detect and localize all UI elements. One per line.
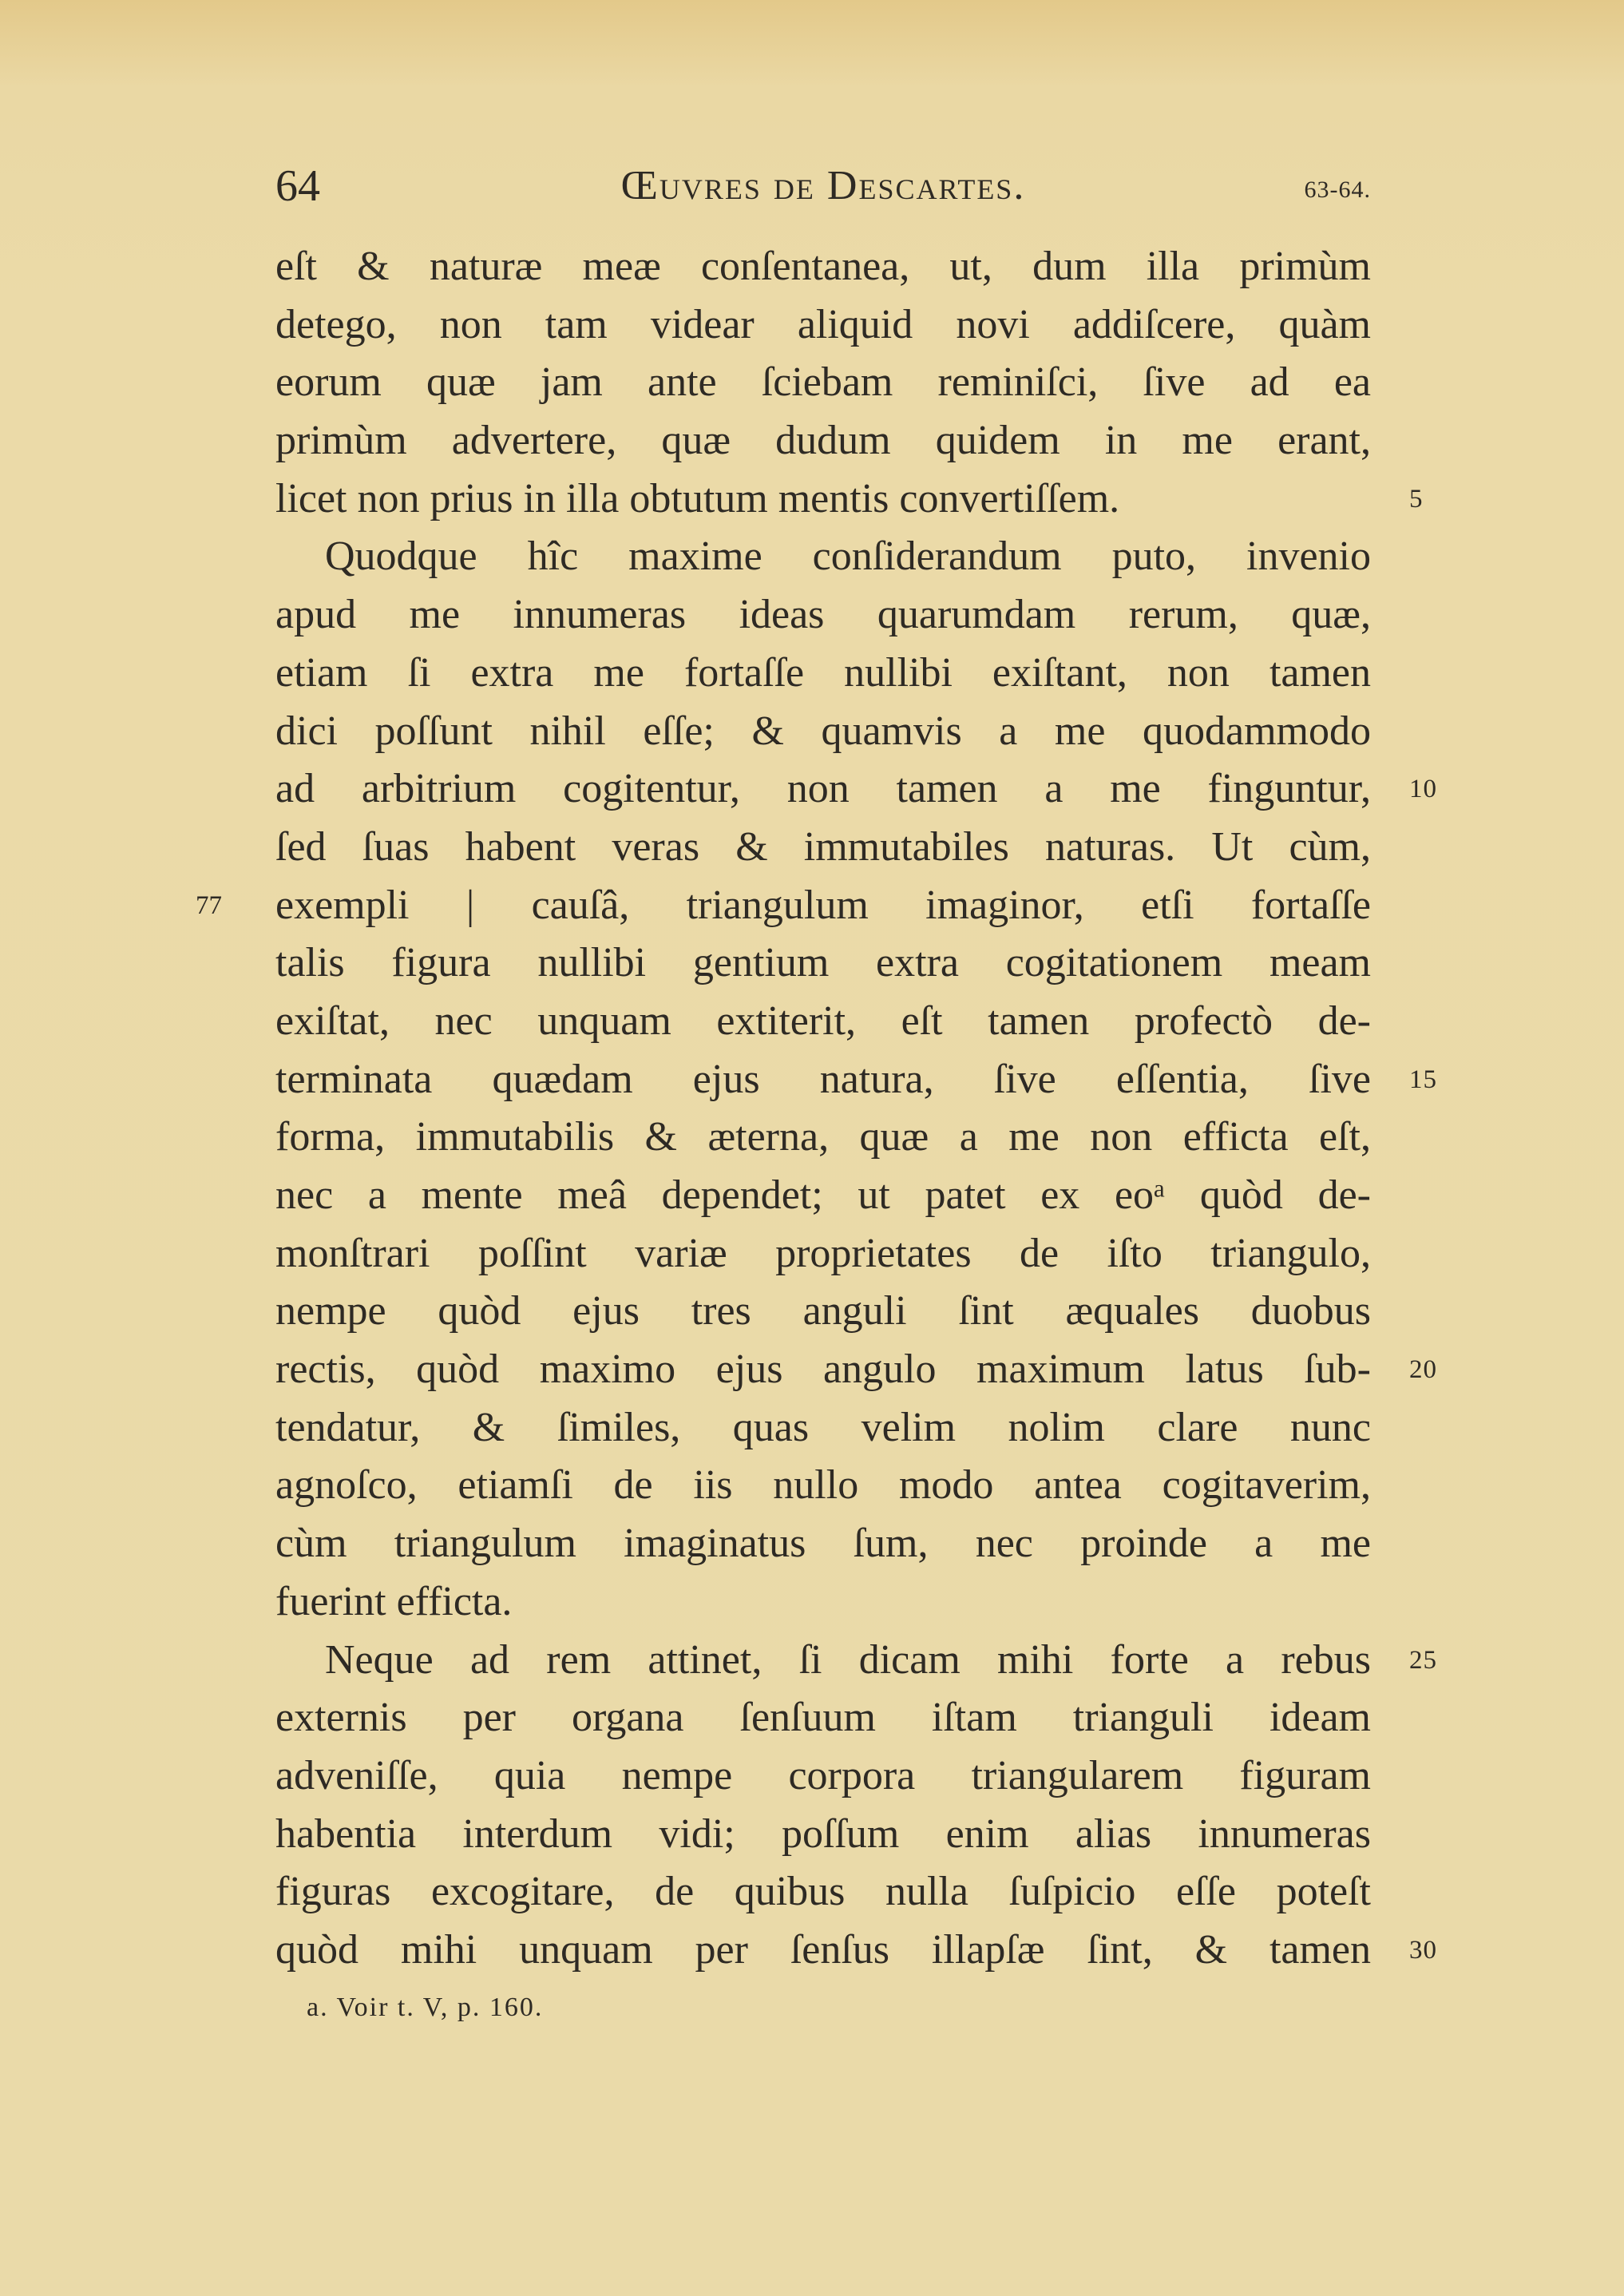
text-line [275,586,1371,644]
line-number: 30 [1409,1935,1437,1965]
text-line-content: eſt & naturæ meæ conſentanea, ut, dum illa primùm [275,244,1371,289]
text-line-content: etiam ſi extra me fortaſſe nullibi exiſtant, non tamen [275,649,1371,696]
text-line [275,296,1371,355]
text-line-content: nec a mente meâ dependet; ut patet ex eoᵃ quòd de- [275,1172,1371,1218]
text-line [275,993,1371,1051]
line-number: 15 [1409,1065,1437,1094]
text-line-content: ſed ſuas habent veras & immutabiles naturas. Ut cùm, [275,823,1371,870]
text-line-content: figuras excogitare, de quibus nulla ſuſpicio eſſe poteſt [275,1869,1371,1915]
text-line-content: forma, immutabilis & æterna, quæ a me non efficta eſt, [275,1114,1371,1160]
text-line-content: exempli | cauſâ, triangulum imaginor, etſi fortaſſe [275,882,1371,928]
text-line [275,528,1371,586]
text-line [275,1341,1437,1399]
page-number: 64 [275,161,320,211]
line-number: 25 [1409,1645,1437,1675]
text-line-content: detego, non tam videar aliquid novi addiſcere, quàm [275,301,1371,347]
text-line [275,760,1437,819]
text-line [275,1515,1371,1573]
text-line-content: talis figura nullibi gentium extra cogitationem meam [275,940,1371,986]
text-line-content: fuerint efficta. [275,1578,513,1624]
text-line [275,1632,1437,1690]
text-line [196,877,1371,935]
text-line [275,1167,1371,1225]
text-line [275,1863,1371,1921]
text-line [275,1225,1371,1283]
text-line-content: monſtrari poſſint variæ proprietates de iſto triangulo, [275,1230,1371,1276]
text-line-content: Quodque hîc maxime conſiderandum puto, invenio [325,533,1371,580]
text-line-content: exiſtat, nec unquam extiterit, eſt tamen profectò de- [275,997,1371,1044]
text-line [275,1051,1437,1109]
text-line [275,1921,1437,1980]
body-text [196,238,1437,1980]
text-line-content: agnoſco, etiamſi de iis nullo modo antea cogitaverim, [275,1462,1371,1509]
text-line-content: nempe quòd ejus tres anguli ſint æquales duobus [275,1288,1371,1334]
text-line-content: rectis, quòd maximo ejus angulo maximum latus ſub- [275,1346,1371,1393]
text-line-content: eorum quæ jam ante ſciebam reminiſci, ſive ad ea [275,359,1371,406]
text-line [275,819,1371,877]
text-line [275,1689,1371,1747]
text-line-content: dici poſſunt nihil eſſe; & quamvis a me quodammodo [275,708,1371,754]
text-line [275,354,1371,412]
text-line-content: ad arbitrium cogitentur, non tamen a me finguntur, [275,766,1371,812]
text-line [275,412,1371,470]
text-line [275,644,1371,703]
margin-page-reference: 77 [196,890,222,920]
text-line [275,1457,1371,1515]
text-line-content: apud me innumeras ideas quarumdam rerum, quæ, [275,592,1371,638]
line-number: 5 [1409,484,1424,514]
running-title: Œuvres de Descartes. [620,163,1026,208]
line-number: 10 [1409,775,1437,804]
text-line-content: tendatur, & ſimiles, quas velim nolim clare nunc [275,1404,1371,1450]
text-line [275,1283,1371,1341]
page-reference: 63-64. [1304,176,1371,203]
text-line-content: habentia interdum vidi; poſſum enim alias innumeras [275,1810,1371,1857]
text-line-content: primùm advertere, quæ dudum quidem in me erant, [275,418,1371,464]
text-line-content: Neque ad rem attinet, ſi dicam mihi forte a rebus [325,1636,1371,1683]
text-line-content: adveniſſe, quia nempe corpora triangularem figuram [275,1752,1371,1798]
footnote: a. Voir t. V, p. 160. [307,1993,544,2022]
text-line [275,238,1371,296]
text-line [275,1399,1371,1457]
text-line [275,703,1371,761]
text-line-content: terminata quædam ejus natura, ſive eſſentia, ſive [275,1056,1371,1102]
text-line [275,1806,1371,1864]
text-line [275,1108,1371,1167]
text-line-content: cùm triangulum imaginatus ſum, nec proinde a me [275,1521,1371,1567]
line-number: 20 [1409,1355,1437,1385]
text-line-content: quòd mihi unquam per ſenſus illapſæ ſint, & tamen [275,1926,1371,1973]
page-header [275,158,1371,214]
text-line [275,1573,1371,1632]
text-line-content: externis per organa ſenſuum iſtam trianguli ideam [275,1695,1371,1741]
text-line [275,470,1424,529]
text-line [275,1747,1371,1806]
text-line [275,934,1371,993]
text-line-content: licet non prius in illa obtutum mentis convertiſſem. [275,475,1120,521]
